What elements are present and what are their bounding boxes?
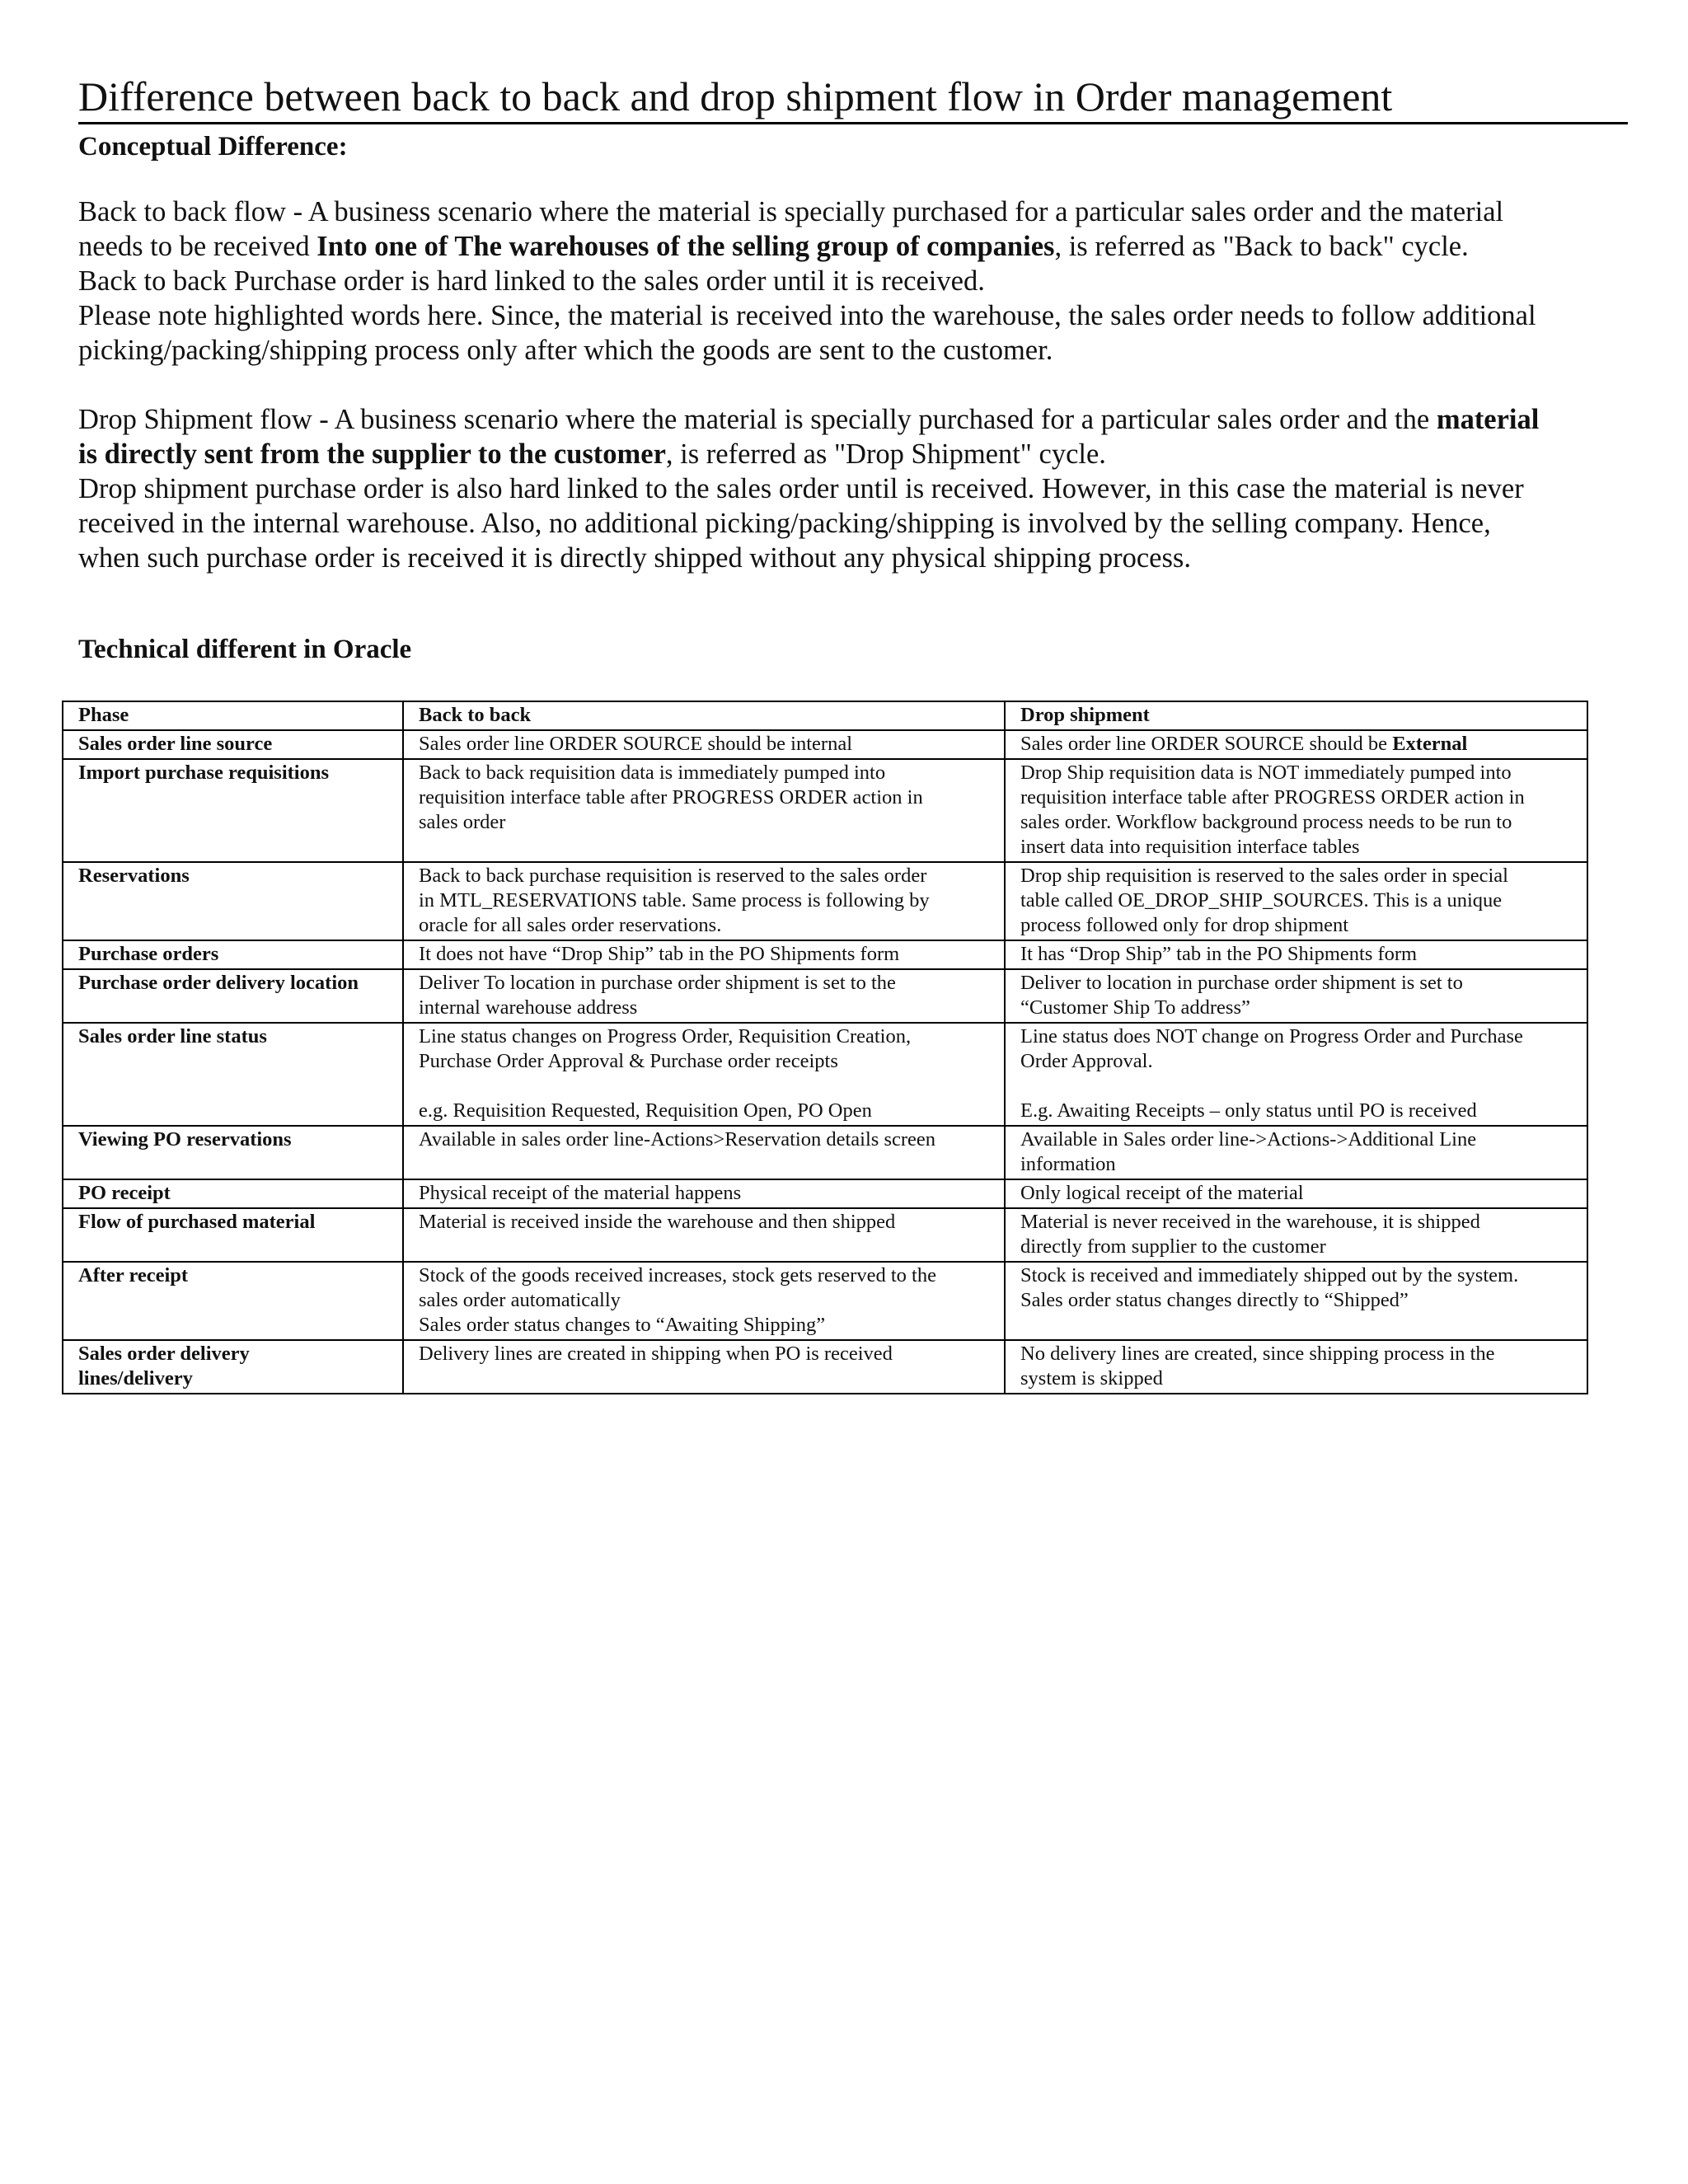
cell-text: Deliver To location in purchase order shipment is set to the: [419, 972, 896, 994]
cell-phase: [63, 862, 403, 940]
paragraph-line: picking/packing/shipping process only after which the goods are sent to the customer.: [78, 335, 1053, 366]
cell-drop-shipment: [1005, 1340, 1587, 1394]
cell-text: Stock of the goods received increases, stock gets reserved to the: [419, 1264, 936, 1286]
cell-phase: [63, 969, 403, 1023]
highlighted-text: External: [1392, 733, 1468, 755]
cell-text: Reservations: [78, 865, 190, 887]
table-row: [63, 1023, 1587, 1126]
cell-text: oracle for all sales order reservations.: [419, 914, 722, 936]
cell-drop-shipment: [1005, 730, 1587, 759]
paragraph-line: received in the internal warehouse. Also, no additional picking/packing/shipping is involved by the selling company. Hence,: [78, 508, 1491, 539]
cell-text: It has “Drop Ship” tab in the PO Shipments form: [1020, 943, 1418, 965]
cell-phase: [63, 1340, 403, 1394]
cell-text: Delivery lines are created in shipping when PO is received: [419, 1343, 893, 1365]
cell-drop-shipment: [1005, 969, 1587, 1023]
cell-text: Purchase orders: [78, 943, 219, 965]
cell-text: [1020, 732, 1580, 757]
highlighted-text: is directly sent from the supplier to the customer: [78, 438, 666, 470]
cell-text: “Customer Ship To address”: [1020, 996, 1250, 1019]
technical-difference-heading: Technical different in Oracle: [78, 635, 412, 664]
cell-text: Viewing PO reservations: [78, 1128, 292, 1151]
paragraph-text: needs to be received: [78, 231, 317, 262]
table-row: [63, 1208, 1587, 1262]
paragraph-line: [78, 229, 1648, 264]
cell-text: Available in Sales order line->Actions->Additional Line: [1020, 1128, 1477, 1151]
table-row: [63, 730, 1587, 759]
comparison-table: [62, 701, 1588, 1394]
cell-text: Stock is received and immediately shipped out by the system.: [1020, 1264, 1519, 1286]
cell-phase: [63, 759, 403, 862]
cell-spacer: [1020, 1074, 1580, 1099]
cell-text: Only logical receipt of the material: [1020, 1182, 1304, 1204]
table-body: [63, 730, 1587, 1394]
cell-drop-shipment: [1005, 1023, 1587, 1126]
table-header-row: [63, 701, 1587, 730]
cell-back-to-back: [403, 1262, 1005, 1340]
cell-back-to-back: [403, 1179, 1005, 1208]
cell-back-to-back: [403, 759, 1005, 862]
table-row: [63, 940, 1587, 969]
paragraph-line: Back to back Purchase order is hard linked to the sales order until it is received.: [78, 265, 985, 297]
table-row: [63, 759, 1587, 862]
paragraph-line: Back to back flow - A business scenario where the material is specially purchased for a particular sales order and the material: [78, 196, 1504, 227]
paragraph-line: when such purchase order is received it is directly shipped without any physical shipping process.: [78, 542, 1191, 574]
cell-drop-shipment: [1005, 1208, 1587, 1262]
cell-text: Physical receipt of the material happens: [419, 1182, 742, 1204]
cell-back-to-back: [403, 1208, 1005, 1262]
cell-text: directly from supplier to the customer: [1020, 1235, 1326, 1258]
highlighted-text: material: [1436, 404, 1540, 435]
cell-text: Sales order status changes directly to “Shipped”: [1020, 1289, 1409, 1311]
cell-phase: [63, 1262, 403, 1340]
cell-drop-shipment: [1005, 1179, 1587, 1208]
header-back-to-back: Back to back: [403, 701, 1005, 730]
cell-drop-shipment: [1005, 759, 1587, 862]
cell-drop-shipment: [1005, 862, 1587, 940]
header-drop-shipment: Drop shipment: [1005, 701, 1587, 730]
header-phase: Phase: [63, 701, 403, 730]
cell-text: Back to back purchase requisition is reserved to the sales order: [419, 865, 927, 887]
paragraph-line: Drop shipment purchase order is also hard linked to the sales order until is received. However, in this case the material is never: [78, 473, 1524, 504]
paragraph-text: , is referred as "Drop Shipment" cycle.: [665, 438, 1106, 470]
cell-text: Drop Ship requisition data is NOT immediately pumped into: [1020, 762, 1512, 784]
cell-phase: [63, 1023, 403, 1126]
cell-text: No delivery lines are created, since shipping process in the: [1020, 1343, 1495, 1365]
cell-text: requisition interface table after PROGRESS ORDER action in: [419, 786, 923, 808]
cell-text: Line status does NOT change on Progress Order and Purchase: [1020, 1025, 1523, 1047]
cell-phase: [63, 1126, 403, 1179]
cell-phase: [63, 1208, 403, 1262]
cell-drop-shipment: [1005, 1262, 1587, 1340]
cell-text: information: [1020, 1153, 1116, 1175]
cell-text: Import purchase requisitions: [78, 762, 330, 784]
cell-back-to-back: [403, 1340, 1005, 1394]
cell-back-to-back: [403, 1023, 1005, 1126]
cell-example-text: E.g. Awaiting Receipts – only status until PO is received: [1020, 1099, 1477, 1122]
table-row: [63, 969, 1587, 1023]
cell-text: lines/delivery: [78, 1367, 193, 1390]
cell-text: After receipt: [78, 1264, 189, 1286]
cell-text: sales order automatically: [419, 1289, 621, 1311]
cell-back-to-back: [403, 969, 1005, 1023]
cell-back-to-back: [403, 730, 1005, 759]
cell-text: Purchase order delivery location: [78, 972, 359, 994]
table-row: [63, 1126, 1587, 1179]
cell-drop-shipment: [1005, 940, 1587, 969]
cell-text: system is skipped: [1020, 1367, 1163, 1390]
paragraph-text: Drop Shipment flow - A business scenario where the material is specially purchased for a particular sales order and the: [78, 404, 1437, 435]
cell-back-to-back: [403, 1126, 1005, 1179]
cell-text: Sales order line status: [78, 1025, 267, 1047]
cell-text: Material is never received in the warehouse, it is shipped: [1020, 1211, 1480, 1233]
cell-text: Deliver to location in purchase order shipment is set to: [1020, 972, 1463, 994]
cell-text: Material is received inside the warehouse and then shipped: [419, 1211, 896, 1233]
cell-phase: [63, 940, 403, 969]
cell-text: Sales order status changes to “Awaiting Shipping”: [419, 1314, 826, 1336]
cell-text: sales order: [419, 811, 506, 833]
highlighted-text: Into one of The warehouses of the selling group of companies: [316, 231, 1055, 262]
cell-text: Available in sales order line-Actions>Reservation details screen: [419, 1128, 936, 1151]
cell-text: Sales order delivery: [78, 1343, 250, 1365]
cell-text: sales order. Workflow background process needs to be run to: [1020, 811, 1512, 833]
table-row: [63, 1340, 1587, 1394]
cell-text: Back to back requisition data is immediately pumped into: [419, 762, 886, 784]
cell-text: Flow of purchased material: [78, 1211, 316, 1233]
paragraph-line: Please note highlighted words here. Since, the material is received into the warehouse, the sales order needs to follow additional: [78, 300, 1536, 331]
cell-text: Purchase Order Approval & Purchase order receipts: [419, 1050, 838, 1072]
table-row: [63, 862, 1587, 940]
cell-phase: [63, 1179, 403, 1208]
paragraph-text: , is referred as "Back to back" cycle.: [1054, 231, 1469, 262]
cell-text: in MTL_RESERVATIONS table. Same process is following by: [419, 889, 930, 912]
cell-text: Order Approval.: [1020, 1050, 1153, 1072]
cell-phase: [63, 730, 403, 759]
conceptual-difference-heading: Conceptual Difference:: [78, 132, 348, 162]
cell-text: process followed only for drop shipment: [1020, 914, 1349, 936]
cell-back-to-back: [403, 940, 1005, 969]
table-row: [63, 1262, 1587, 1340]
cell-back-to-back: [403, 862, 1005, 940]
cell-text: table called OE_DROP_SHIP_SOURCES. This is a unique: [1020, 889, 1503, 912]
cell-spacer: [419, 1074, 997, 1099]
cell-example-text: e.g. Requisition Requested, Requisition Open, PO Open: [419, 1099, 872, 1122]
cell-text: PO receipt: [78, 1182, 171, 1204]
cell-text: Sales order line ORDER SOURCE should be internal: [419, 733, 853, 755]
cell-text: internal warehouse address: [419, 996, 638, 1019]
cell-text: requisition interface table after PROGRESS ORDER action in: [1020, 786, 1525, 808]
cell-text: Sales order line source: [78, 733, 273, 755]
paragraph-line: [78, 437, 1648, 471]
document-title: Difference between back to back and drop shipment flow in Order management: [78, 73, 1628, 124]
cell-text: Line status changes on Progress Order, Requisition Creation,: [419, 1025, 912, 1047]
cell-text-part: Sales order line ORDER SOURCE should be: [1020, 733, 1393, 755]
drop-shipment-paragraph: [78, 402, 1648, 575]
cell-text: It does not have “Drop Ship” tab in the PO Shipments form: [419, 943, 900, 965]
cell-text: insert data into requisition interface tables: [1020, 836, 1360, 858]
cell-text: Drop ship requisition is reserved to the sales order in special: [1020, 865, 1508, 887]
table-row: [63, 1179, 1587, 1208]
back-to-back-paragraph: [78, 194, 1648, 368]
cell-drop-shipment: [1005, 1126, 1587, 1179]
paragraph-line: [78, 402, 1648, 437]
